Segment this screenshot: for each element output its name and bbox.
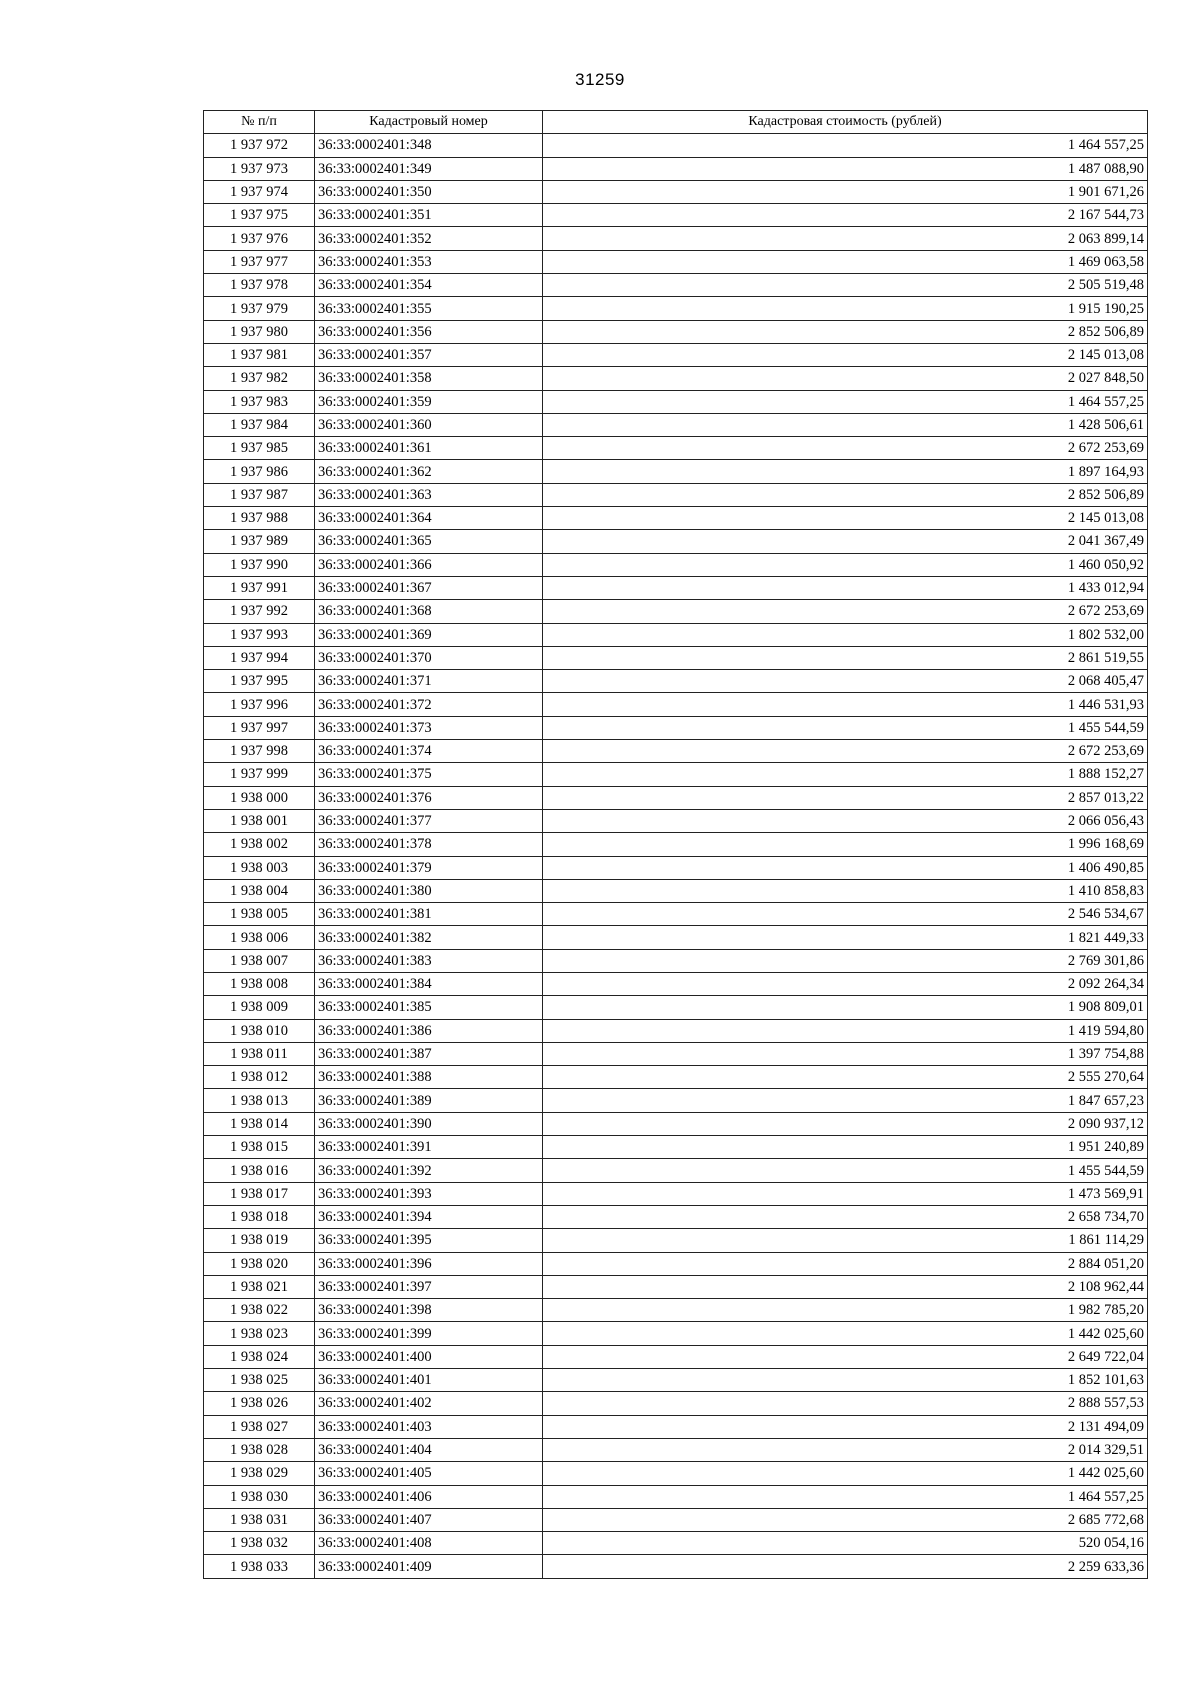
table-row — [204, 903, 1148, 926]
table-row — [204, 250, 1148, 273]
row-cadastral-number: 36:33:0002401:374 — [315, 740, 543, 763]
row-index: 1 938 021 — [204, 1275, 315, 1298]
row-cadastral-value: 1 455 544,59 — [543, 716, 1148, 739]
table-row — [204, 320, 1148, 343]
row-index: 1 938 001 — [204, 809, 315, 832]
table-row — [204, 1555, 1148, 1578]
row-cadastral-value: 2 546 534,67 — [543, 903, 1148, 926]
table-row — [204, 343, 1148, 366]
table-header — [204, 111, 1148, 134]
table-row — [204, 530, 1148, 553]
table-row — [204, 972, 1148, 995]
cadastral-table — [203, 110, 1148, 1579]
row-index: 1 937 998 — [204, 740, 315, 763]
table-row — [204, 1485, 1148, 1508]
row-index: 1 938 015 — [204, 1136, 315, 1159]
row-index: 1 938 025 — [204, 1369, 315, 1392]
table-row — [204, 1415, 1148, 1438]
row-index: 1 937 977 — [204, 250, 315, 273]
row-cadastral-number: 36:33:0002401:369 — [315, 623, 543, 646]
row-cadastral-value: 2 092 264,34 — [543, 972, 1148, 995]
row-cadastral-value: 2 672 253,69 — [543, 740, 1148, 763]
row-cadastral-number: 36:33:0002401:397 — [315, 1275, 543, 1298]
row-cadastral-number: 36:33:0002401:387 — [315, 1042, 543, 1065]
row-cadastral-number: 36:33:0002401:405 — [315, 1462, 543, 1485]
row-index: 1 937 988 — [204, 507, 315, 530]
row-index: 1 937 976 — [204, 227, 315, 250]
row-index: 1 938 026 — [204, 1392, 315, 1415]
table-row — [204, 1042, 1148, 1065]
row-index: 1 938 023 — [204, 1322, 315, 1345]
row-cadastral-value: 1 888 152,27 — [543, 763, 1148, 786]
row-cadastral-value: 1 996 168,69 — [543, 833, 1148, 856]
row-cadastral-number: 36:33:0002401:364 — [315, 507, 543, 530]
row-index: 1 938 011 — [204, 1042, 315, 1065]
row-cadastral-value: 2 108 962,44 — [543, 1275, 1148, 1298]
row-index: 1 938 030 — [204, 1485, 315, 1508]
row-cadastral-value: 1 419 594,80 — [543, 1019, 1148, 1042]
row-cadastral-value: 1 861 114,29 — [543, 1229, 1148, 1252]
row-index: 1 937 986 — [204, 460, 315, 483]
row-cadastral-number: 36:33:0002401:409 — [315, 1555, 543, 1578]
row-cadastral-value: 1 897 164,93 — [543, 460, 1148, 483]
row-cadastral-number: 36:33:0002401:384 — [315, 972, 543, 995]
table-row — [204, 297, 1148, 320]
row-cadastral-value: 2 672 253,69 — [543, 437, 1148, 460]
row-cadastral-value: 1 433 012,94 — [543, 576, 1148, 599]
table-row — [204, 879, 1148, 902]
row-index: 1 937 979 — [204, 297, 315, 320]
row-cadastral-value: 2 649 722,04 — [543, 1345, 1148, 1368]
row-index: 1 938 012 — [204, 1066, 315, 1089]
row-cadastral-number: 36:33:0002401:358 — [315, 367, 543, 390]
table-row — [204, 483, 1148, 506]
row-cadastral-number: 36:33:0002401:399 — [315, 1322, 543, 1345]
row-cadastral-number: 36:33:0002401:400 — [315, 1345, 543, 1368]
row-cadastral-number: 36:33:0002401:408 — [315, 1532, 543, 1555]
row-cadastral-value: 1 464 557,25 — [543, 390, 1148, 413]
row-index: 1 938 018 — [204, 1205, 315, 1228]
table-row — [204, 437, 1148, 460]
row-cadastral-number: 36:33:0002401:380 — [315, 879, 543, 902]
row-cadastral-value: 2 658 734,70 — [543, 1205, 1148, 1228]
table-row — [204, 227, 1148, 250]
row-cadastral-number: 36:33:0002401:375 — [315, 763, 543, 786]
row-cadastral-number: 36:33:0002401:354 — [315, 274, 543, 297]
row-cadastral-value: 1 406 490,85 — [543, 856, 1148, 879]
row-index: 1 938 003 — [204, 856, 315, 879]
row-cadastral-number: 36:33:0002401:385 — [315, 996, 543, 1019]
table-body — [204, 134, 1148, 1578]
row-cadastral-value: 1 455 544,59 — [543, 1159, 1148, 1182]
row-cadastral-value: 2 769 301,86 — [543, 949, 1148, 972]
table-row — [204, 1462, 1148, 1485]
row-cadastral-number: 36:33:0002401:396 — [315, 1252, 543, 1275]
row-index: 1 938 022 — [204, 1299, 315, 1322]
row-cadastral-number: 36:33:0002401:388 — [315, 1066, 543, 1089]
row-cadastral-number: 36:33:0002401:349 — [315, 157, 543, 180]
row-cadastral-value: 2 505 519,48 — [543, 274, 1148, 297]
row-cadastral-number: 36:33:0002401:390 — [315, 1112, 543, 1135]
row-cadastral-value: 2 672 253,69 — [543, 600, 1148, 623]
row-cadastral-number: 36:33:0002401:406 — [315, 1485, 543, 1508]
row-index: 1 937 991 — [204, 576, 315, 599]
table-row — [204, 1322, 1148, 1345]
row-index: 1 937 999 — [204, 763, 315, 786]
table-row — [204, 460, 1148, 483]
table-row — [204, 180, 1148, 203]
table-row — [204, 646, 1148, 669]
table-row — [204, 1159, 1148, 1182]
row-index: 1 938 000 — [204, 786, 315, 809]
row-cadastral-value: 2 145 013,08 — [543, 507, 1148, 530]
table-row — [204, 1532, 1148, 1555]
row-index: 1 937 980 — [204, 320, 315, 343]
table-row — [204, 809, 1148, 832]
row-cadastral-number: 36:33:0002401:393 — [315, 1182, 543, 1205]
table-row — [204, 1136, 1148, 1159]
row-cadastral-value: 1 901 671,26 — [543, 180, 1148, 203]
row-cadastral-number: 36:33:0002401:376 — [315, 786, 543, 809]
row-cadastral-number: 36:33:0002401:359 — [315, 390, 543, 413]
row-index: 1 938 010 — [204, 1019, 315, 1042]
row-cadastral-value: 2 852 506,89 — [543, 483, 1148, 506]
row-index: 1 937 984 — [204, 413, 315, 436]
row-cadastral-number: 36:33:0002401:381 — [315, 903, 543, 926]
row-cadastral-value: 2 884 051,20 — [543, 1252, 1148, 1275]
row-index: 1 937 992 — [204, 600, 315, 623]
row-cadastral-number: 36:33:0002401:382 — [315, 926, 543, 949]
row-cadastral-number: 36:33:0002401:389 — [315, 1089, 543, 1112]
row-index: 1 938 004 — [204, 879, 315, 902]
table-row — [204, 134, 1148, 157]
row-index: 1 938 013 — [204, 1089, 315, 1112]
table-row — [204, 1252, 1148, 1275]
row-cadastral-number: 36:33:0002401:386 — [315, 1019, 543, 1042]
row-cadastral-number: 36:33:0002401:356 — [315, 320, 543, 343]
table-row — [204, 949, 1148, 972]
row-cadastral-value: 2 027 848,50 — [543, 367, 1148, 390]
row-index: 1 938 027 — [204, 1415, 315, 1438]
row-index: 1 937 972 — [204, 134, 315, 157]
row-cadastral-value: 2 167 544,73 — [543, 204, 1148, 227]
header-index: № п/п — [204, 111, 315, 134]
row-cadastral-value: 2 857 013,22 — [543, 786, 1148, 809]
row-index: 1 938 032 — [204, 1532, 315, 1555]
table-row — [204, 553, 1148, 576]
row-cadastral-number: 36:33:0002401:394 — [315, 1205, 543, 1228]
row-cadastral-number: 36:33:0002401:377 — [315, 809, 543, 832]
row-cadastral-value: 2 861 519,55 — [543, 646, 1148, 669]
row-index: 1 937 975 — [204, 204, 315, 227]
row-index: 1 937 993 — [204, 623, 315, 646]
row-cadastral-value: 1 821 449,33 — [543, 926, 1148, 949]
header-cadastral-value: Кадастровая стоимость (рублей) — [543, 111, 1148, 134]
row-cadastral-number: 36:33:0002401:348 — [315, 134, 543, 157]
row-cadastral-value: 1 397 754,88 — [543, 1042, 1148, 1065]
table-row — [204, 600, 1148, 623]
row-index: 1 938 009 — [204, 996, 315, 1019]
row-index: 1 937 989 — [204, 530, 315, 553]
row-cadastral-number: 36:33:0002401:351 — [315, 204, 543, 227]
table-row — [204, 693, 1148, 716]
row-cadastral-number: 36:33:0002401:372 — [315, 693, 543, 716]
row-cadastral-number: 36:33:0002401:357 — [315, 343, 543, 366]
table-row — [204, 1508, 1148, 1531]
row-cadastral-number: 36:33:0002401:404 — [315, 1438, 543, 1461]
row-cadastral-value: 2 145 013,08 — [543, 343, 1148, 366]
row-cadastral-value: 2 259 633,36 — [543, 1555, 1148, 1578]
table-row — [204, 1182, 1148, 1205]
table-row — [204, 1438, 1148, 1461]
row-index: 1 938 028 — [204, 1438, 315, 1461]
row-cadastral-value: 2 063 899,14 — [543, 227, 1148, 250]
row-index: 1 938 031 — [204, 1508, 315, 1531]
table-row — [204, 1205, 1148, 1228]
table-row — [204, 786, 1148, 809]
table-row — [204, 856, 1148, 879]
table-row — [204, 926, 1148, 949]
row-cadastral-value: 1 908 809,01 — [543, 996, 1148, 1019]
row-index: 1 937 983 — [204, 390, 315, 413]
row-cadastral-value: 1 442 025,60 — [543, 1322, 1148, 1345]
row-cadastral-number: 36:33:0002401:402 — [315, 1392, 543, 1415]
table-row — [204, 157, 1148, 180]
table-row — [204, 763, 1148, 786]
row-cadastral-number: 36:33:0002401:371 — [315, 670, 543, 693]
row-cadastral-number: 36:33:0002401:368 — [315, 600, 543, 623]
row-index: 1 937 997 — [204, 716, 315, 739]
table-row — [204, 274, 1148, 297]
row-cadastral-number: 36:33:0002401:403 — [315, 1415, 543, 1438]
row-index: 1 938 002 — [204, 833, 315, 856]
table-row — [204, 1066, 1148, 1089]
row-index: 1 938 029 — [204, 1462, 315, 1485]
table-row — [204, 670, 1148, 693]
row-cadastral-number: 36:33:0002401:367 — [315, 576, 543, 599]
row-index: 1 937 985 — [204, 437, 315, 460]
table-row — [204, 1112, 1148, 1135]
row-cadastral-value: 2 131 494,09 — [543, 1415, 1148, 1438]
row-cadastral-number: 36:33:0002401:362 — [315, 460, 543, 483]
row-cadastral-number: 36:33:0002401:365 — [315, 530, 543, 553]
row-index: 1 938 017 — [204, 1182, 315, 1205]
row-cadastral-value: 2 888 557,53 — [543, 1392, 1148, 1415]
page-number: 31259 — [575, 70, 625, 89]
table-row — [204, 1275, 1148, 1298]
table-row — [204, 1229, 1148, 1252]
row-index: 1 937 982 — [204, 367, 315, 390]
row-cadastral-number: 36:33:0002401:350 — [315, 180, 543, 203]
row-cadastral-value: 1 915 190,25 — [543, 297, 1148, 320]
row-index: 1 937 995 — [204, 670, 315, 693]
table-row — [204, 716, 1148, 739]
row-index: 1 938 033 — [204, 1555, 315, 1578]
row-cadastral-value: 1 852 101,63 — [543, 1369, 1148, 1392]
table-row — [204, 576, 1148, 599]
row-cadastral-value: 1 847 657,23 — [543, 1089, 1148, 1112]
row-cadastral-value: 1 442 025,60 — [543, 1462, 1148, 1485]
row-cadastral-value: 1 469 063,58 — [543, 250, 1148, 273]
row-cadastral-number: 36:33:0002401:360 — [315, 413, 543, 436]
row-cadastral-value: 1 464 557,25 — [543, 1485, 1148, 1508]
row-cadastral-value: 2 555 270,64 — [543, 1066, 1148, 1089]
row-index: 1 938 007 — [204, 949, 315, 972]
row-index: 1 938 005 — [204, 903, 315, 926]
row-cadastral-number: 36:33:0002401:363 — [315, 483, 543, 506]
row-index: 1 938 024 — [204, 1345, 315, 1368]
row-cadastral-value: 1 982 785,20 — [543, 1299, 1148, 1322]
table-row — [204, 740, 1148, 763]
row-cadastral-number: 36:33:0002401:361 — [315, 437, 543, 460]
row-cadastral-value: 1 446 531,93 — [543, 693, 1148, 716]
table-row — [204, 390, 1148, 413]
table-row — [204, 204, 1148, 227]
row-cadastral-number: 36:33:0002401:401 — [315, 1369, 543, 1392]
row-index: 1 938 014 — [204, 1112, 315, 1135]
row-cadastral-value: 1 473 569,91 — [543, 1182, 1148, 1205]
header-cadastral-number: Кадастровый номер — [315, 111, 543, 134]
row-index: 1 937 974 — [204, 180, 315, 203]
table-row — [204, 1369, 1148, 1392]
row-cadastral-value: 520 054,16 — [543, 1532, 1148, 1555]
header-row — [204, 111, 1148, 134]
table-row — [204, 1089, 1148, 1112]
row-index: 1 938 016 — [204, 1159, 315, 1182]
row-cadastral-number: 36:33:0002401:395 — [315, 1229, 543, 1252]
table-row — [204, 1345, 1148, 1368]
row-cadastral-number: 36:33:0002401:379 — [315, 856, 543, 879]
row-cadastral-value: 2 066 056,43 — [543, 809, 1148, 832]
row-index: 1 937 996 — [204, 693, 315, 716]
row-cadastral-value: 1 487 088,90 — [543, 157, 1148, 180]
row-cadastral-value: 2 090 937,12 — [543, 1112, 1148, 1135]
row-cadastral-value: 2 014 329,51 — [543, 1438, 1148, 1461]
table-row — [204, 996, 1148, 1019]
row-cadastral-value: 1 951 240,89 — [543, 1136, 1148, 1159]
row-cadastral-value: 2 852 506,89 — [543, 320, 1148, 343]
row-cadastral-value: 1 464 557,25 — [543, 134, 1148, 157]
table-row — [204, 623, 1148, 646]
table-row — [204, 367, 1148, 390]
row-cadastral-number: 36:33:0002401:373 — [315, 716, 543, 739]
row-cadastral-number: 36:33:0002401:392 — [315, 1159, 543, 1182]
row-index: 1 938 008 — [204, 972, 315, 995]
row-cadastral-value: 2 068 405,47 — [543, 670, 1148, 693]
row-cadastral-number: 36:33:0002401:352 — [315, 227, 543, 250]
row-cadastral-number: 36:33:0002401:355 — [315, 297, 543, 320]
row-cadastral-number: 36:33:0002401:378 — [315, 833, 543, 856]
table-row — [204, 833, 1148, 856]
row-index: 1 938 006 — [204, 926, 315, 949]
table-row — [204, 1299, 1148, 1322]
row-cadastral-value: 1 428 506,61 — [543, 413, 1148, 436]
row-cadastral-number: 36:33:0002401:391 — [315, 1136, 543, 1159]
row-cadastral-number: 36:33:0002401:383 — [315, 949, 543, 972]
row-index: 1 937 973 — [204, 157, 315, 180]
table-row — [204, 507, 1148, 530]
row-cadastral-value: 1 410 858,83 — [543, 879, 1148, 902]
table-row — [204, 1019, 1148, 1042]
row-cadastral-value: 2 041 367,49 — [543, 530, 1148, 553]
row-index: 1 938 020 — [204, 1252, 315, 1275]
row-cadastral-number: 36:33:0002401:398 — [315, 1299, 543, 1322]
row-index: 1 937 994 — [204, 646, 315, 669]
row-index: 1 937 981 — [204, 343, 315, 366]
row-index: 1 937 987 — [204, 483, 315, 506]
row-cadastral-number: 36:33:0002401:370 — [315, 646, 543, 669]
row-cadastral-value: 1 460 050,92 — [543, 553, 1148, 576]
row-index: 1 937 978 — [204, 274, 315, 297]
row-cadastral-value: 2 685 772,68 — [543, 1508, 1148, 1531]
row-index: 1 937 990 — [204, 553, 315, 576]
row-cadastral-number: 36:33:0002401:353 — [315, 250, 543, 273]
row-cadastral-number: 36:33:0002401:366 — [315, 553, 543, 576]
table-row — [204, 413, 1148, 436]
row-index: 1 938 019 — [204, 1229, 315, 1252]
row-cadastral-number: 36:33:0002401:407 — [315, 1508, 543, 1531]
table-row — [204, 1392, 1148, 1415]
row-cadastral-value: 1 802 532,00 — [543, 623, 1148, 646]
